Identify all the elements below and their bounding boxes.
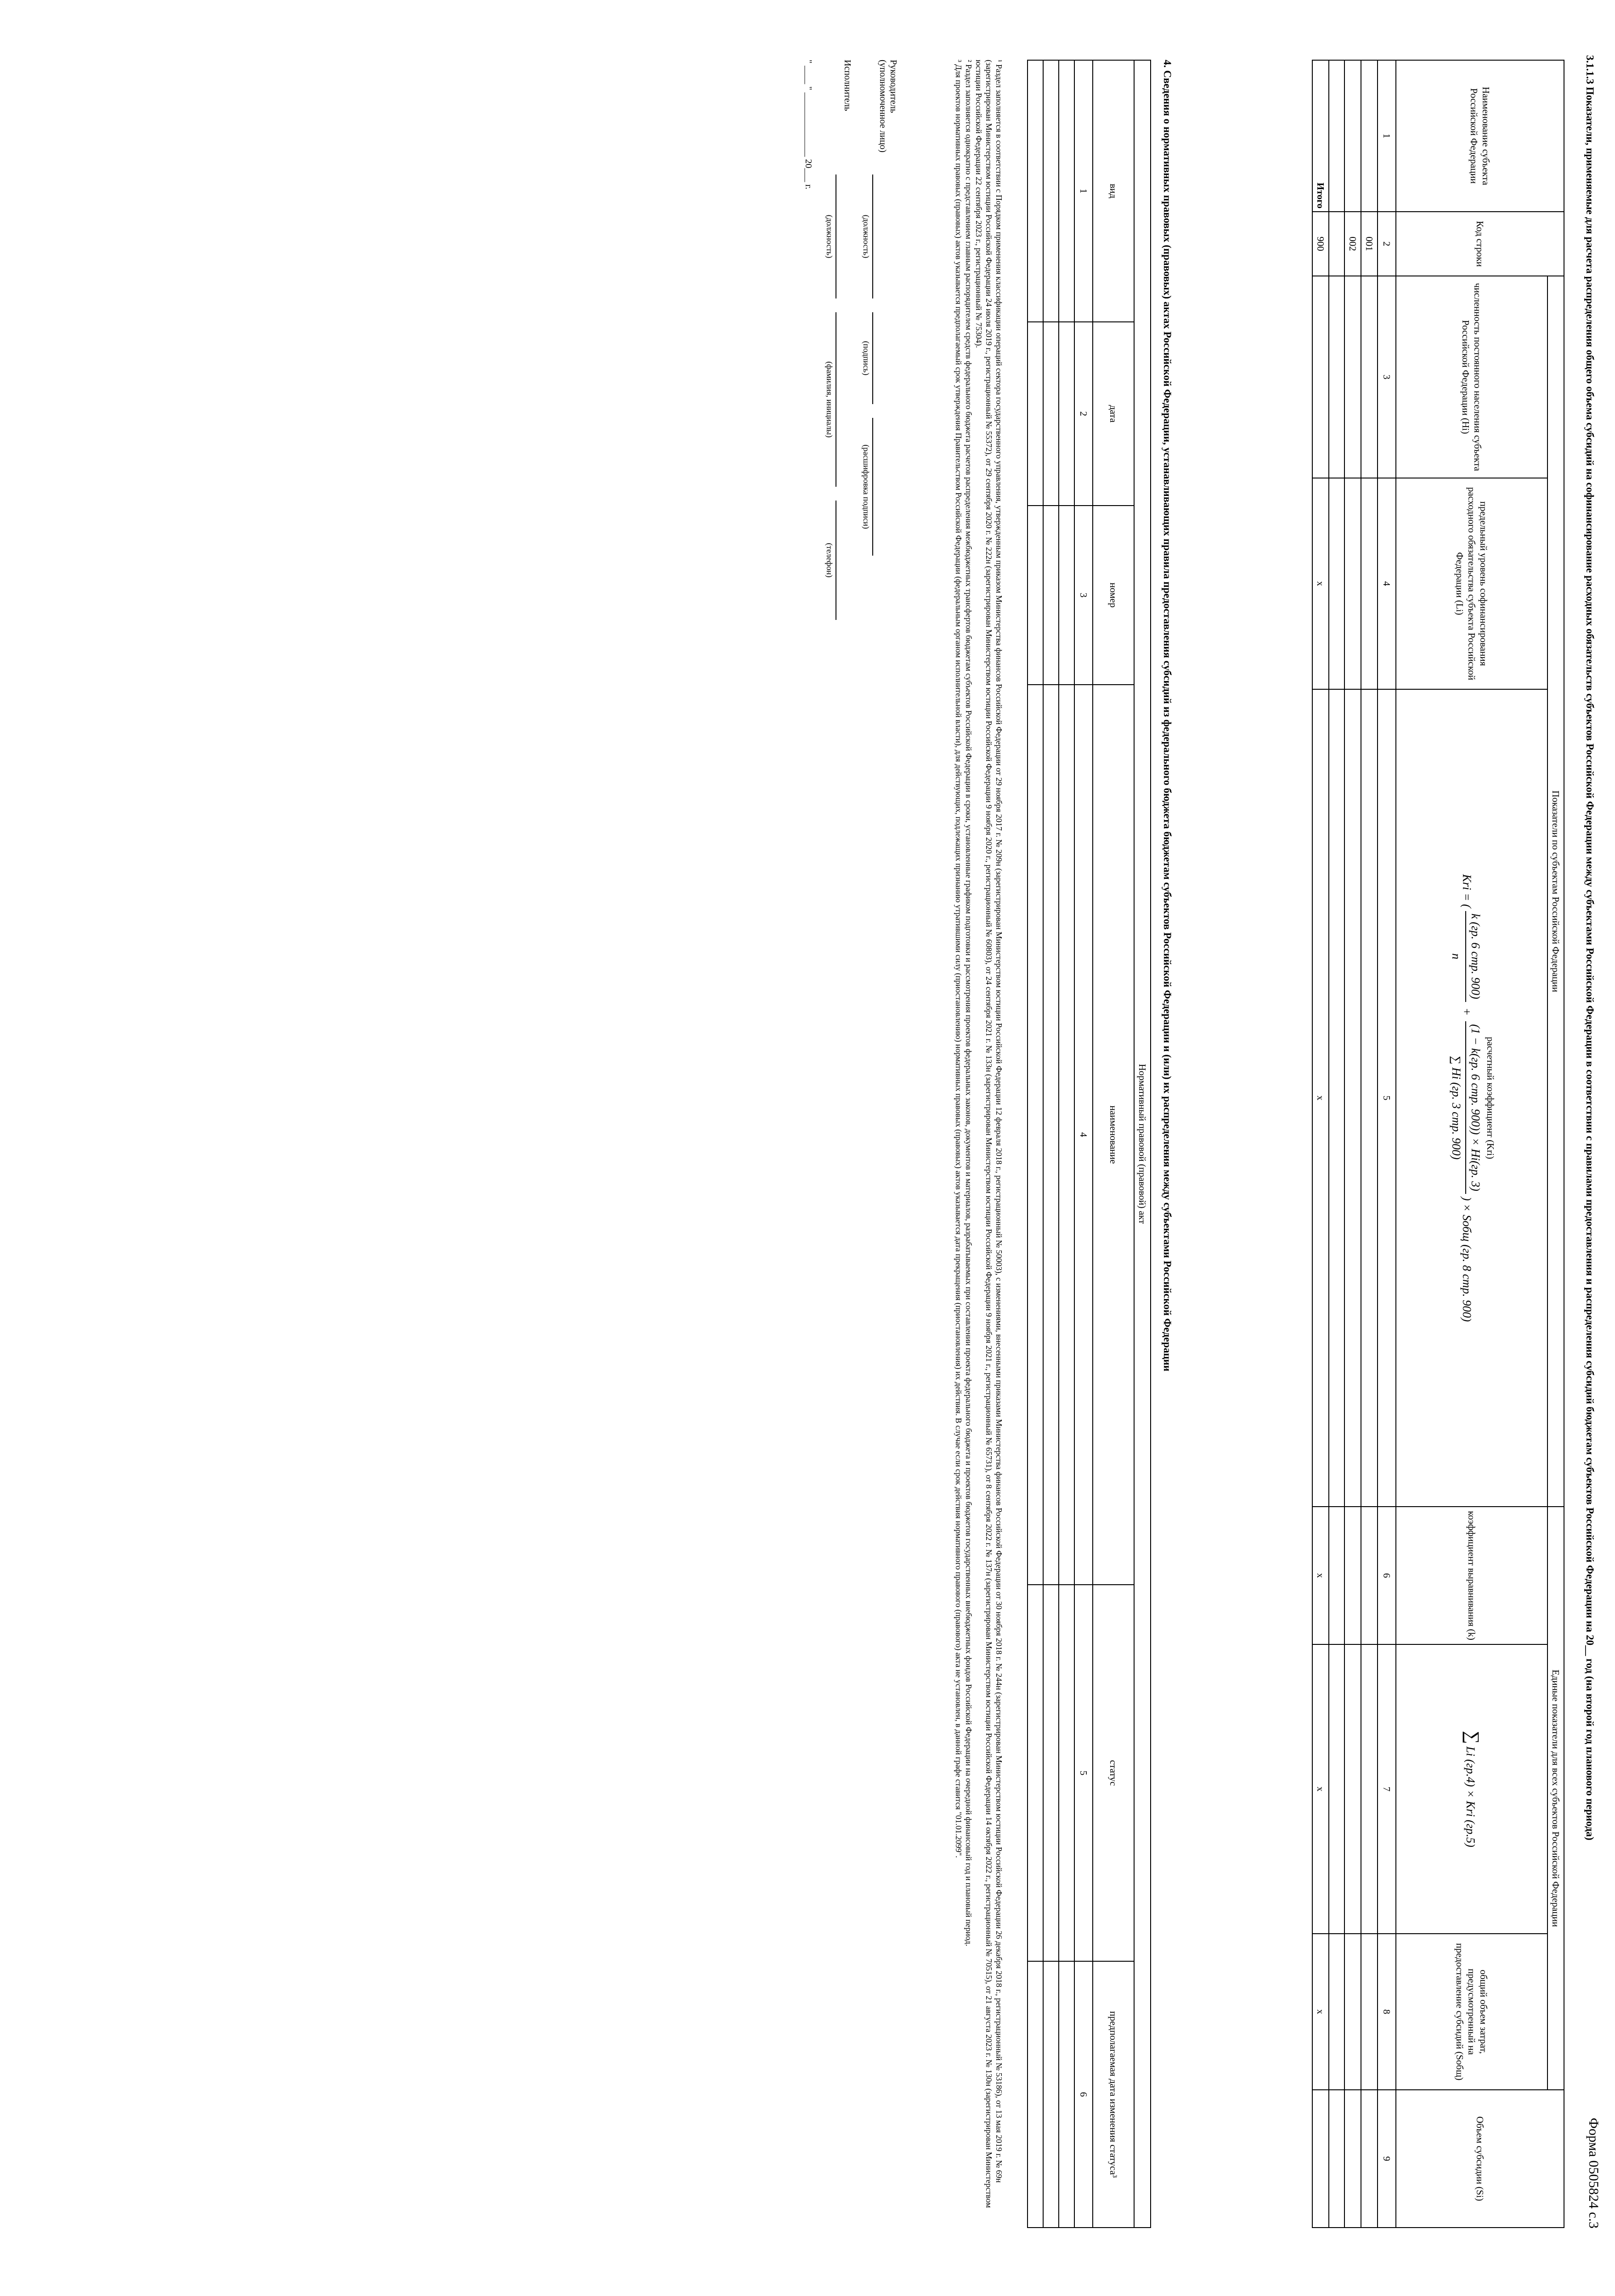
formula-frac2-bottom: ∑ Hi (гр. 3 стр. 900): [1450, 1056, 1463, 1160]
cell: [1312, 276, 1329, 478]
col-variation-coefficient: коэффициент выравнивания (k): [1396, 1507, 1547, 1644]
legal-act-group-header: Нормативный правовой (правовой) акт: [1134, 60, 1151, 2228]
table-row: [1028, 60, 1043, 2228]
exec-position-caption: (должность): [825, 214, 834, 259]
col-calculated-coefficient: [1396, 689, 1547, 1507]
col-number: 2: [1378, 212, 1396, 276]
sum-symbol: ∑: [1463, 1731, 1484, 1744]
cell: [1361, 689, 1378, 1507]
group-subject-indicators: Показатели по субъектам Российской Федерации: [1547, 276, 1564, 1507]
formula-frac1-bottom: n: [1450, 953, 1463, 960]
head-position-caption: (должность): [862, 214, 871, 259]
cell: [1028, 322, 1043, 506]
formula-lhs: Kri =: [1460, 874, 1474, 901]
cell: [1028, 1585, 1043, 1961]
cell: [1028, 1961, 1043, 2228]
table-row: [1361, 60, 1378, 2228]
col-status-change-date: предполагаемая дата изменения статуса³: [1093, 1961, 1134, 2228]
col-number: 3: [1378, 276, 1396, 478]
col-number: 4: [1074, 685, 1093, 1585]
x-mark: x: [1312, 1644, 1329, 1934]
row-code: 001: [1361, 212, 1378, 276]
row-code: 002: [1344, 212, 1361, 276]
cell: [1361, 1934, 1378, 2090]
cell: [1344, 1934, 1361, 2090]
cell: [1329, 212, 1344, 276]
coefficient-formula: Kri = ( k (гр. 6 стр. 900) n + (1 − k(гр. 6 стр. 900)) × Hi(гр. 3) ∑ Hi (гр. 3 стр. 900) ) × Sобщ (гр. 8 стр. 900): [1447, 692, 1485, 1503]
cell: [1329, 2090, 1344, 2228]
x-mark: x: [1312, 1507, 1329, 1644]
head-position-line[interactable]: [872, 174, 887, 298]
legal-acts-table: [1027, 60, 1151, 2228]
exec-phone-line[interactable]: [836, 501, 850, 620]
cell: [1043, 322, 1059, 506]
col-act-name: наименование: [1093, 685, 1134, 1585]
cell: [1361, 478, 1378, 689]
section-311-title: 3.1.1.3 Показатели, применяемые для расчета распределения общего объема субсидий на софинансирование расходных обязательств субъектов Российской Федерации между субъектами Российской Федерации в соответствии с правилами предоставления и распределения субсидий бюджетам субъектов Российской Федерации на 20__ год (на второй год планового периода): [1584, 55, 1596, 1840]
exec-name-line[interactable]: [836, 312, 850, 487]
cell: [1344, 2090, 1361, 2228]
exec-phone-caption: (телефон): [825, 543, 834, 578]
formula-fraction-2: [1447, 1021, 1485, 1194]
table-row: [1043, 60, 1059, 2228]
head-signature-line[interactable]: [872, 312, 887, 404]
footnote: ¹ Раздел заполняется в соответствии с Порядком применения классификации операций сектора государственного управления, утвержденным приказом Министерства финансов Российской Федерации от 29 ноября 2017 г. № 209н (зарегистрирован Министерством юстиции Российской Федерации 12 февраля 2018 г., регистрационный № 50003), с изменениями, внесенными приказами Министерства финансов Российской Федерации от 30 ноября 2018 г. № 244н (зарегистрирован Министерством юстиции Российской Федерации 26 декабря 2018 г., регистрационный № 53186), от 13 мая 2019 г. № 69н (зарегистрирован Министерством юстиции Российской Федерации 24 июля 2019 г., регистрационный № 55372), от 29 сентября 2020 г. № 222н (зарегистрирован Министерством юстиции Российской Федерации 9 ноября 2020 г., регистрационный № 60803), от 24 сентября 2021 г. № 133н (зарегистрирован Министерством юстиции Российской Федерации 9 ноября 2021 г., регистрационный № 65731), от 8 сентября 2022 г. № 137н (зарегистрирован Министерством юстиции Российской Федерации 14 октября 2022 г., регистрационный № 70515), от 21 августа 2023 г. № 130н (зарегистрирован Министерством юстиции Российской Федерации 22 сентября 2023 г., регистрационный № 75304).: [974, 60, 1004, 2208]
col-subsidy-volume: Объем субсидии (Si): [1396, 2090, 1564, 2228]
cell: [1059, 1961, 1074, 2228]
cell: [1361, 60, 1378, 212]
cell: [1329, 60, 1344, 212]
col-act-date: дата: [1093, 322, 1134, 506]
col-row-code: Код строки: [1396, 212, 1564, 276]
col-number: 5: [1378, 689, 1396, 1507]
cell: [1329, 1934, 1344, 2090]
cell: [1043, 1585, 1059, 1961]
footnote: ² Раздел заполняется однократно с представлением главным распорядителем средств федерального бюджета расчетов распределения межбюджетных трансфертов бюджетам субъектов Российской Федерации в сроки, установленные графиком подготовки и рассмотрения проектов федеральных законов, документов и материалов, разрабатываемых при составлении проекта федерального бюджета и проектов бюджетов государственных внебюджетных фондов Российской Федерации на очередной финансовый год и плановый период.: [964, 60, 973, 1947]
formula-frac1-top: k (гр. 6 стр. 900): [1465, 911, 1485, 1002]
total-row: [1312, 60, 1329, 2228]
cell: [1043, 506, 1059, 685]
col-act-type: вид: [1093, 60, 1134, 322]
formula-frac2-top: (1 − k(гр. 6 стр. 900)) × Hi(гр. 3): [1465, 1021, 1485, 1194]
formula-tail: × Sобщ (гр. 8 стр. 900): [1460, 1204, 1474, 1322]
head-decode-caption: (расшифровка подписи): [862, 445, 871, 529]
form-number: Форма 0505824 с.3: [1586, 2117, 1601, 2228]
cell: [1059, 322, 1074, 506]
cell: [1043, 1961, 1059, 2228]
col-sum-formula: [1396, 1644, 1547, 1934]
col-number: 4: [1378, 478, 1396, 689]
col-number: 6: [1378, 1507, 1396, 1644]
cell: [1329, 1644, 1344, 1934]
col-act-status: статус: [1093, 1585, 1134, 1961]
section-4-title: 4. Сведения о нормативных правовых (правовых) актах Российской Федерации, устанавливающих правила предоставления субсидий из федерального бюджета бюджетам субъектов Российской Федерации и (или) их распределения между субъектами Российской Федерации: [1162, 60, 1173, 1372]
cell: [1028, 685, 1043, 1585]
col-subject-name: Наименование субъекта Российской Федерации: [1396, 60, 1564, 212]
cell: [1329, 1507, 1344, 1644]
col-number: 1: [1378, 60, 1396, 212]
cell: [1344, 478, 1361, 689]
date-line[interactable]: " ____ " ______________ 20___ г.: [803, 60, 813, 190]
cell: [1329, 276, 1344, 478]
cell: [1344, 689, 1361, 1507]
group-single-indicators: Единые показатели для всех субъектов Российской Федерации: [1547, 1507, 1564, 2090]
cell: [1043, 60, 1059, 322]
table-row: [1344, 60, 1361, 2228]
col-number: 2: [1074, 322, 1093, 506]
col-cofinancing-level: предельный уровень софинансирования расходного обязательства субъекта Российской Федерации (Li): [1396, 478, 1547, 689]
cell: [1344, 1507, 1361, 1644]
col-population: численность постоянного населения субъекта Российской Федерации (Hi): [1396, 276, 1547, 478]
x-mark: x: [1312, 689, 1329, 1507]
cell: [1059, 506, 1074, 685]
cell: [1361, 1644, 1378, 1934]
col-number: 1: [1074, 60, 1093, 322]
col-act-number: номер: [1093, 506, 1134, 685]
cell: [1059, 60, 1074, 322]
col-total-cost: общий объем затрат, предусмотренный на предоставление субсидий (Sобщ): [1396, 1934, 1547, 2090]
col-number: 7: [1378, 1644, 1396, 1934]
col-number: 9: [1378, 2090, 1396, 2228]
col-number: 3: [1074, 506, 1093, 685]
cell: [1361, 2090, 1378, 2228]
head-signature-caption: (подпись): [862, 341, 871, 376]
cell: [1344, 1644, 1361, 1934]
cell: [1312, 2090, 1329, 2228]
total-label: Итого: [1312, 60, 1329, 212]
cell: [1028, 506, 1043, 685]
x-mark: x: [1312, 1934, 1329, 2090]
exec-name-caption: (фамилия, инициалы): [825, 361, 834, 438]
coefficient-title: расчетный коэффициент (Kri): [1485, 1036, 1496, 1159]
exec-position-line[interactable]: [836, 174, 850, 298]
table-row: [1329, 60, 1344, 2228]
head-decode-line[interactable]: [872, 418, 887, 556]
col-number: 5: [1074, 1585, 1093, 1961]
head-label: Руководитель (уполномоченное лицо): [878, 60, 898, 153]
footnote: ³ Для проектов нормативных правовых (правовых) актов указывается предполагаемый срок утверждения Правительством Российской Федерации (федеральным органом исполнительной власти), для действующих, подлежащих признанию утратившими силу (приостановлению) нормативных правовых (правовых) актов указывается дата прекращения (приостановления) их действия. В случае если срок действия нормативного правового (правового) акта не установлен, в данной графе ставится "01.01.2099".: [954, 60, 963, 1858]
col-number: 8: [1378, 1934, 1396, 2090]
formula-fraction-1: [1447, 911, 1485, 1002]
cell: [1059, 685, 1074, 1585]
footnotes: [954, 60, 1004, 2227]
cell: [1361, 1507, 1378, 1644]
sum-caption: Li (гр.4) × Kri (гр.5): [1464, 1746, 1478, 1847]
cell: [1361, 276, 1378, 478]
x-mark: x: [1312, 478, 1329, 689]
subsidy-indicators-table: [1312, 60, 1564, 2228]
executor-label: Исполнитель: [842, 60, 853, 111]
col-number: 6: [1074, 1961, 1093, 2228]
cell: [1028, 60, 1043, 322]
cell: [1059, 1585, 1074, 1961]
cell: [1344, 276, 1361, 478]
cell: [1329, 478, 1344, 689]
total-code: 900: [1312, 212, 1329, 276]
table-row: [1059, 60, 1074, 2228]
cell: [1043, 685, 1059, 1585]
cell: [1344, 60, 1361, 212]
cell: [1329, 689, 1344, 1507]
